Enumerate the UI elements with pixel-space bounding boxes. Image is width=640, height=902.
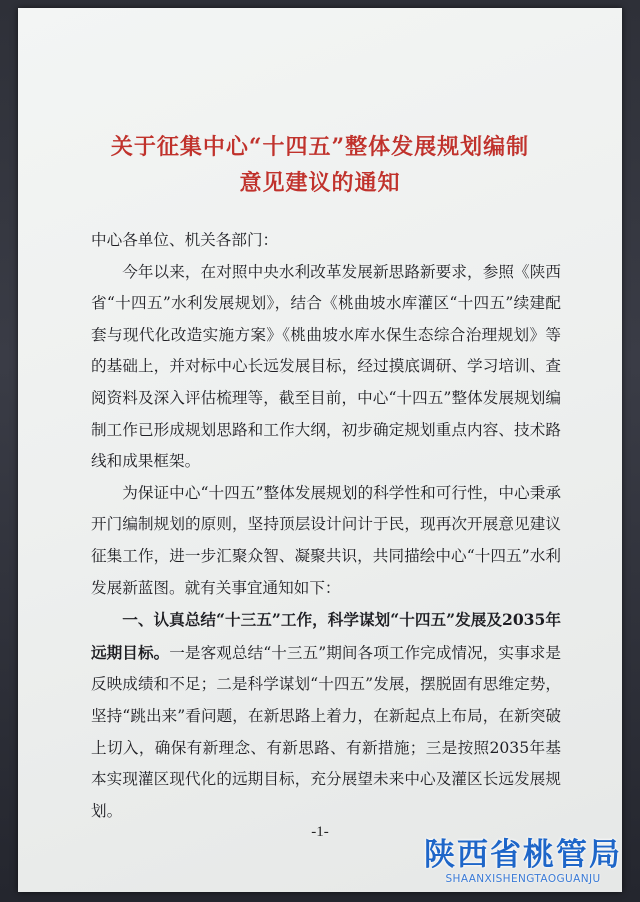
document-title-line-2: 意见建议的通知	[239, 170, 401, 196]
section-1-heading: 一、认真总结“十三五”工作，科学谋划“十四五”发展及2035年远期目标。	[91, 610, 561, 662]
document-title-line-1: 关于征集中心“十四五”整体发展规划编制	[110, 134, 530, 160]
section-1-body: 一是客观总结“十三五”期间各项工作完成情况，实事求是反映成绩和不足；二是科学谋划“十四五”发展，摆脱固有思维定势，坚持“跳出来”看问题，在新思路上着力，在新起点上布局，在新突破上切入，确保有新理念、有新思路、有新措施；三是按照2035年基本实现灌区现代化的远期目标，充分展望未来中心及灌区长远发展规划。	[91, 643, 561, 820]
watermark-logo	[424, 838, 622, 886]
paragraph-1: 今年以来，在对照中央水利改革发展新思路新要求，参照《陕西省“十四五”水利发展规划》，结合《桃曲坡水库灌区“十四五”续建配套与现代化改造实施方案》《桃曲坡水库水保生态综合治理规划》等的基础上，并对标中心长远发展目标，经过摸底调研、学习培训、查阅资料及深入评估梳理等，截至目前，中心“十四五”整体发展规划编制工作已形成规划思路和工作大纲，初步确定规划重点内容、技术路线和成果框架。	[91, 262, 561, 471]
section-1	[91, 604, 561, 827]
document-body	[91, 225, 561, 827]
watermark-pinyin: SHAANXISHENGTAOGUANJU	[445, 873, 601, 885]
paragraph-2: 为保证中心“十四五”整体发展规划的科学性和可行性，中心秉承开门编制规划的原则，坚持顶层设计问计于民，现再次开展意见建议征集工作，进一步汇聚众智、凝聚共识，共同描绘中心“十四五”水利发展新蓝图。就有关事宜通知如下：	[91, 483, 561, 597]
salutation: 中心各单位、机关各部门：	[91, 231, 279, 249]
page-number: -1-	[311, 824, 329, 840]
watermark-chinese: 陕西省桃管局	[424, 837, 622, 873]
